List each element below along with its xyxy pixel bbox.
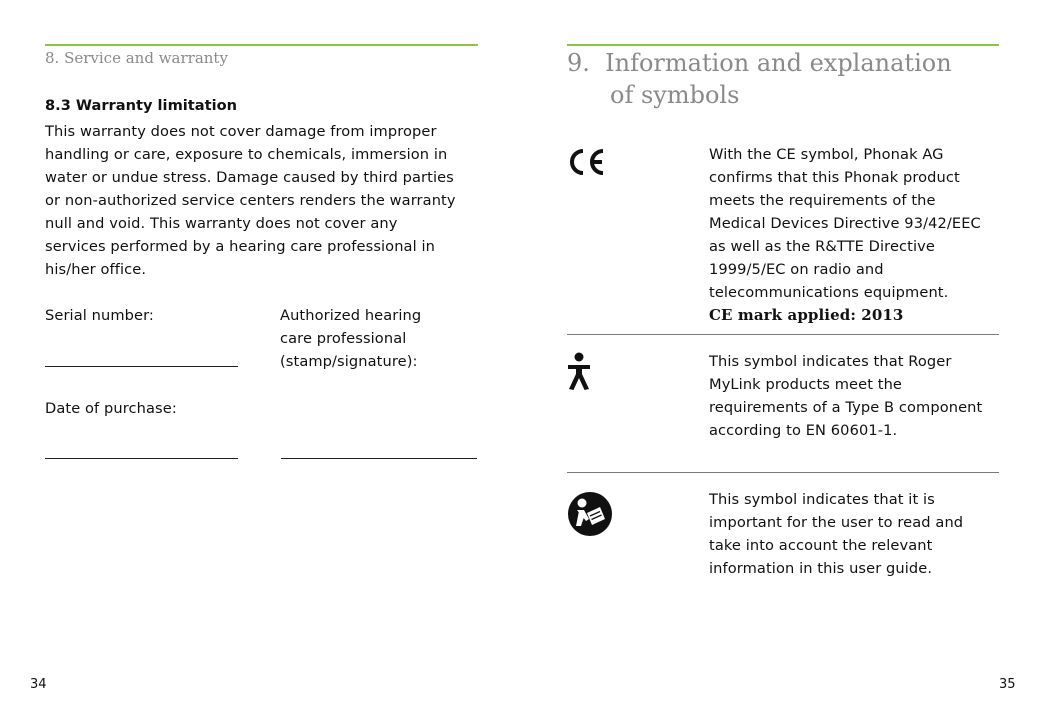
read-manual-description-line: take into account the relevant (709, 537, 933, 554)
read-manual-icon (567, 491, 613, 537)
ce-description-line: Medical Devices Directive 93/42/EEC (709, 215, 981, 232)
type-b-description-line: according to EN 60601-1. (709, 422, 898, 439)
page-title-line: 9. Information and explanation (567, 49, 952, 77)
type-b-description-line: MyLink products meet the (709, 376, 903, 393)
divider-1 (567, 334, 999, 335)
authorized-line: care professional (280, 330, 407, 347)
paragraph-line: or non-authorized service centers renders the warranty (45, 192, 456, 209)
page-title (567, 47, 952, 111)
left-header-rule (45, 44, 478, 46)
section-heading: 8.3 Warranty limitation (45, 97, 237, 114)
type-b-description-line: requirements of a Type B component (709, 399, 983, 416)
ce-description-line: 1999/5/EC on radio and (709, 261, 884, 278)
paragraph-line: his/her office. (45, 261, 147, 278)
page-number-left: 34 (30, 677, 47, 692)
paragraph-line: This warranty does not cover damage from improper (45, 123, 437, 140)
serial-number-label: Serial number: (45, 307, 154, 324)
date-of-purchase-label: Date of purchase: (45, 400, 177, 417)
paragraph-line: handling or care, exposure to chemicals, immersion in (45, 146, 448, 163)
divider-2 (567, 472, 999, 473)
authorized-line: Authorized hearing (280, 307, 422, 324)
ce-description-line: confirms that this Phonak product (709, 169, 960, 186)
ce-description-line: meets the requirements of the (709, 192, 936, 209)
page-title-line: of symbols (610, 81, 740, 109)
ce-mark-applied: CE mark applied: 2013 (709, 306, 904, 324)
page-number-right: 35 (999, 677, 1016, 692)
read-manual-description-line: important for the user to read and (709, 514, 964, 531)
ce-description (709, 143, 1004, 327)
date-of-purchase-line (45, 458, 238, 459)
running-header: 8. Service and warranty (45, 49, 228, 67)
ce-description-line: telecommunications equipment. (709, 284, 949, 301)
authorized-professional-label (280, 304, 421, 373)
paragraph-line: water or undue stress. Damage caused by third parties (45, 169, 454, 186)
paragraph-line: null and void. This warranty does not cover any (45, 215, 398, 232)
type-b-description (709, 350, 1004, 442)
paragraph-line: services performed by a hearing care professional in (45, 238, 435, 255)
stamp-signature-line (281, 458, 477, 459)
read-manual-description-line: information in this user guide. (709, 560, 933, 577)
read-manual-description (709, 488, 1004, 580)
read-manual-description-line: This symbol indicates that it is (709, 491, 935, 508)
warranty-paragraph (45, 120, 485, 281)
ce-description-line: as well as the R&TTE Directive (709, 238, 935, 255)
serial-number-line (45, 366, 238, 367)
ce-description-line: With the CE symbol, Phonak AG (709, 146, 944, 163)
right-header-rule (567, 44, 999, 46)
authorized-line: (stamp/signature): (280, 353, 418, 370)
type-b-description-line: This symbol indicates that Roger (709, 353, 952, 370)
ce-mark-icon (565, 145, 609, 179)
type-b-person-icon (566, 352, 592, 392)
